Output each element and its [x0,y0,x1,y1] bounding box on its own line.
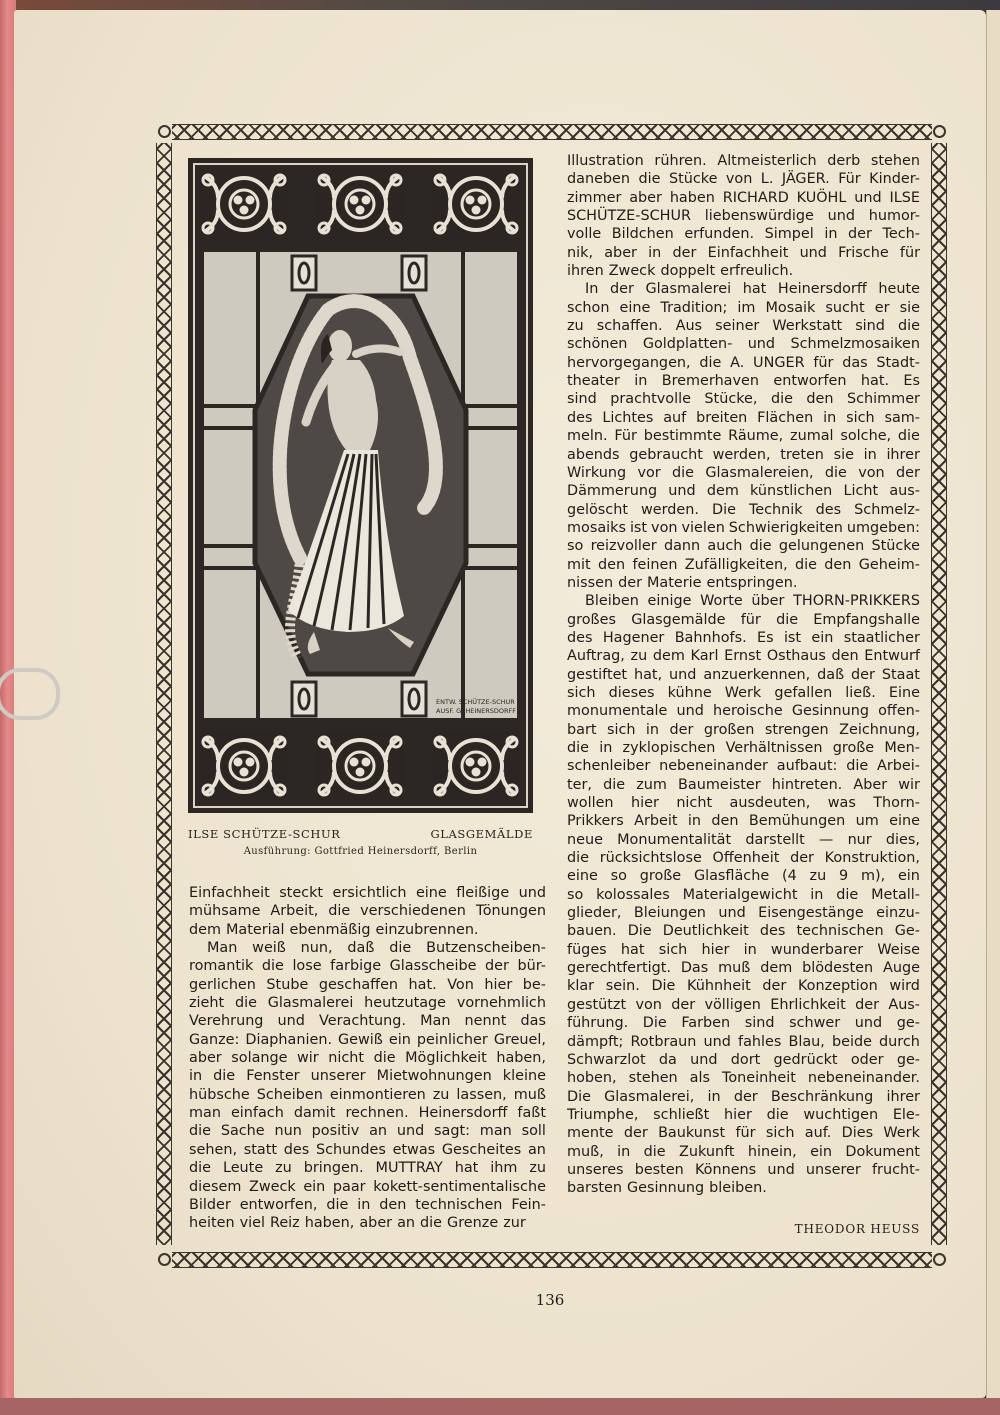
text-line: so reizvoller dann auch die gelungenen Stücke [567,538,920,555]
text-line: Einfachheit steckt ersichtlich eine fleißige und [189,885,546,901]
text-line: Auftrag, zu dem Karl Ernst Osthaus den Entwurf [567,648,920,665]
text-line: Wirkung vor die Glasmalereien, die von der [567,464,920,481]
text-line: monumentale und heroische Gesinnung offen- [567,703,920,720]
text-line: Triumphe, schließt hier die wuchtigen Ele- [567,1106,920,1123]
text-line: zu schaffen. Aus seiner Werkstatt sind die [567,318,920,335]
text-line: muß, in die Zukunft hinein, ein Dokument [567,1143,920,1160]
text-line: führung. Die Farben sind schwer und ge- [567,1015,920,1032]
text-line: neue Monumentalität darstellt — nur dies, [567,831,920,848]
text-line: gelöscht werden. Die Technik des Schmelz- [567,501,920,518]
text-line: nissen der Materie entspringen. [567,574,798,591]
figure-signature-line2: AUSF. G. HEINERSDORFF [436,707,516,715]
text-line: mit den feinen Zufälligkeiten, die den Geheim- [567,556,920,573]
text-line: man einfach damit rechnen. Heinersdorff faßt [189,1105,546,1122]
text-line: In der Glasmalerei hat Heinersdorff heute [585,281,920,298]
figure-signature-line1: ENTW. SCHÜTZE-SCHUR [436,698,515,706]
text-column-left [189,884,546,1233]
text-line: hervorgegangen, die A. UNGER für das Stadt- [567,354,920,371]
text-line: aber solange wir nicht die Möglichkeit haben, [189,1050,546,1067]
text-line: dämpft; Rotbraun und fahles Blau, beide durch [567,1033,920,1050]
text-line: bart sich in der großen strengen Zeichnung, [567,721,920,738]
text-line: Ganze: Diaphanien. Gewiß ein peinlicher Greuel, [189,1031,546,1048]
text-line: mühsame Arbeit, die verschiedenen Tönungen [189,903,546,920]
text-line: ter, die zum Baumeister hintreten. Aber wir [567,776,920,793]
text-line: gestützt von der völligen Ehrlichkeit der Aus- [567,996,920,1013]
text-line: diesem Zweck ein paar kokett-sentimentalische [189,1178,546,1195]
text-line: bauen. Die Deutlichkeit des technischen Ge- [567,923,920,940]
ornament-border-left [156,143,172,1245]
text-line: schenleiber nebeneinander aufbaut: die Arbei- [567,758,920,775]
text-line: ihren Zweck doppelt erfreulich. [567,263,794,280]
text-line: die Leute zu bringen. MUTTRAY hat ihm zu [189,1160,546,1177]
text-line: so kolossales Materialgewicht in die Metall- [567,886,920,903]
text-line: schönen Goldplatten- und Schmelzmosaiken [567,336,920,353]
author-signature: THEODOR HEUSS [794,1222,920,1236]
caption-title: GLASGEMÄLDE [430,827,533,841]
text-line: sehen, statt des Schundes etwas Gescheites an [189,1141,546,1158]
figure-caption [188,827,533,841]
text-column-right [567,152,920,1198]
text-line: hübsche Scheiben einmontieren zu lassen, muß [189,1086,546,1103]
text-line: die in zyklopischen Verhältnissen große Men- [567,740,920,756]
text-line: dem Material ebenmäßig einzubrennen. [189,921,479,938]
text-line: sich dieses kühne Werk gefallen ließ. Eine [567,684,920,701]
ornament-border-bottom [172,1252,932,1268]
text-line: sind prachtvolle Stücke, die den Schimmer [567,391,920,408]
text-line: zieht die Glasmalerei heutzutage vornehmlich [189,995,546,1012]
text-line: glieder, Bleiungen und Eisengestänge einzu- [567,905,920,922]
caption-execution: Ausführung: Gottfried Heinersdorff, Berlin [243,846,478,857]
text-line: Die Glasmalerei, in der Beschränkung ihrer [567,1088,920,1105]
book-cover-bottom [0,1398,1000,1415]
text-line: daneben die Stücke von L. JÄGER. Für Kinder- [567,171,920,188]
text-line: SCHÜTZE-SCHUR liebenswürdige und humor- [567,208,920,225]
text-line: gestiftet hat, und anzuerkennen, daß der Staat [567,666,920,683]
text-line: Prikkers Arbeit in den Bemühungen um eine [567,813,920,830]
text-line: des Hagener Bahnhofs. Es ist ein staatlicher [567,629,920,646]
text-line: schon eine Tradition; im Mosaik sucht er sie [567,299,920,316]
text-line: romantik die lose farbige Glasscheibe der bür- [189,958,546,975]
text-line: nik, aber in der Einfachheit und Frische für [567,244,920,261]
text-line: barsten Gesinnung bleiben. [567,1180,767,1197]
text-line: großes Glasgemälde für die Empfangshalle [567,611,920,628]
text-line: Bilder entworfen, die in den technischen Fein- [189,1196,546,1213]
text-line: zimmer aber haben RICHARD KUÖHL und ILSE [567,189,920,206]
text-line: theater in Bremerhaven entworfen hat. Es [567,373,920,390]
text-line: mente der Baukunst für sich auf. Dies Werk [567,1125,920,1142]
text-line: füges hat sich hier in wunderbarer Weise [567,941,920,958]
ornament-corner-icon [933,125,946,138]
text-line: gerlichen Stube geschaffen hat. Von hier be- [189,976,546,993]
text-line: meln. Für bestimmte Räume, zumal solche, die [567,428,920,445]
ornament-border-right [931,143,947,1245]
text-line: die rücksichtslose Offenheit der Konstruktion, [567,850,920,867]
text-line: abends gebraucht werden, treten sie in ihrer [567,446,920,463]
caption-artist: ILSE SCHÜTZE-SCHUR [188,827,341,841]
stained-glass-illustration [188,158,533,813]
text-line: heiten viel Reiz haben, aber an die Grenze zur [189,1215,526,1232]
text-line: des Lichtes auf breiten Flächen in sich sam- [567,409,920,426]
text-line: volle Bildchen erfunden. Simpel in der Tech- [567,226,920,243]
text-line: Schwarzlot da und dort gedrückt oder ge- [567,1051,920,1068]
page-number: 136 [535,1291,565,1309]
text-line: mosaiks ist von vielen Schwierigkeiten umgeben: [567,519,920,536]
ornament-corner-icon [158,1253,171,1266]
scan-clip [0,668,60,720]
ornament-border-top [172,124,932,140]
text-line: unseres besten Könnens und unserer frucht- [567,1161,920,1178]
text-line: klar sein. Die Kühnheit der Konzeption wird [567,978,920,995]
ornament-corner-icon [158,125,171,138]
text-line: Dämmerung und dem künstlichen Licht aus- [567,483,920,500]
ornament-corner-icon [933,1253,946,1266]
text-line: die Sache nun positiv an und sagt: man soll [189,1123,546,1140]
text-line: Illustration rühren. Altmeisterlich derb stehen [567,153,920,169]
text-line: wollen hier nicht ausdeuten, was Thorn- [567,795,920,812]
text-line: Man weiß nun, daß die Butzenscheiben- [207,940,546,957]
text-line: hoben, stehen als Toneinheit nebeneinander. [567,1070,920,1087]
text-line: Verehrung und Verachtung. Man nennt das [189,1013,546,1030]
next-page-edge [986,10,1000,1398]
text-line: Bleiben einige Worte über THORN-PRIKKERS [585,593,920,610]
text-line: eine so große Glasfläche (4 zu 9 m), ein [567,868,920,885]
text-line: gerechtfertigt. Das muß dem blödesten Auge [567,960,920,977]
text-line: in die Fenster unserer Mietwohnungen kleine [189,1068,546,1085]
